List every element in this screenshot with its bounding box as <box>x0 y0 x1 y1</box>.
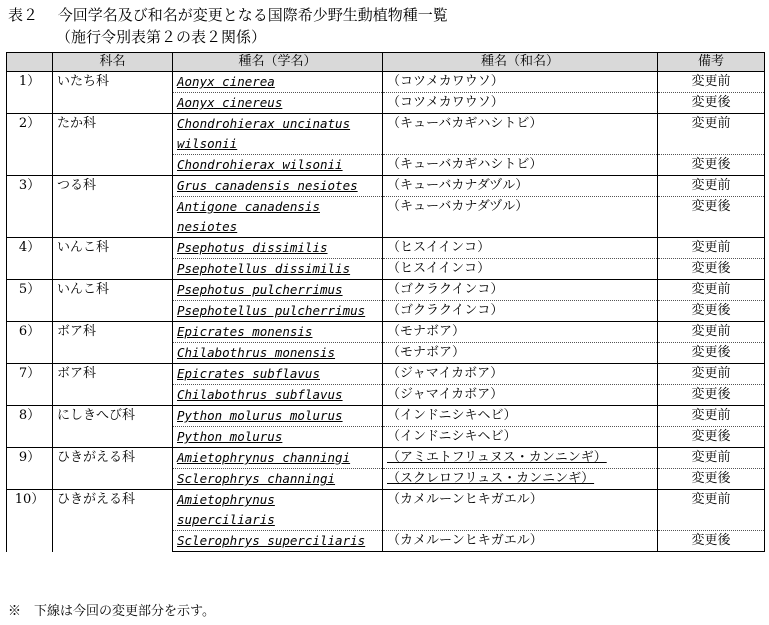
japanese-name <box>383 448 658 469</box>
scientific-name-text: Aonyx cinereus <box>177 95 283 110</box>
remark: 変更前 <box>658 364 765 385</box>
table-row <box>7 364 765 385</box>
row-number: 1） <box>7 72 53 114</box>
japanese-name-text: （モナボア） <box>387 324 466 339</box>
table-row <box>7 322 765 343</box>
scientific-name <box>173 427 383 448</box>
species-table <box>6 52 765 552</box>
family-name: いんこ科 <box>53 238 173 280</box>
scientific-name <box>173 448 383 469</box>
remark: 変更前 <box>658 406 765 427</box>
japanese-name-text: （カメルーンヒキガエル） <box>387 533 543 548</box>
scientific-name <box>173 259 383 280</box>
row-number: 4） <box>7 238 53 280</box>
title-line-2: （施行令別表第２の表２関係） <box>56 28 267 46</box>
japanese-name-text: （ジャマイカボア） <box>387 366 504 381</box>
scientific-name <box>173 343 383 364</box>
scientific-name <box>173 197 383 238</box>
remark: 変更後 <box>658 155 765 176</box>
scientific-name <box>173 93 383 114</box>
family-name: にしきへび科 <box>53 406 173 448</box>
row-number: 8） <box>7 406 53 448</box>
scientific-name <box>173 155 383 176</box>
remark: 変更前 <box>658 448 765 469</box>
header-scientific-name: 種名（学名） <box>173 53 383 72</box>
scientific-name <box>173 469 383 490</box>
remark: 変更後 <box>658 385 765 406</box>
row-number: 9） <box>7 448 53 490</box>
remark: 変更前 <box>658 322 765 343</box>
family-name: つる科 <box>53 176 173 238</box>
scientific-name <box>173 364 383 385</box>
scientific-name-text: Sclerophrys channingi <box>177 471 336 486</box>
row-number: 6） <box>7 322 53 364</box>
row-number: 3） <box>7 176 53 238</box>
scientific-name-text: Chilabothrus subflavus <box>177 387 343 402</box>
scientific-name-text: Sclerophrys superciliaris <box>177 533 366 548</box>
table-header-row <box>7 53 765 72</box>
remark: 変更後 <box>658 259 765 280</box>
japanese-name <box>383 385 658 406</box>
scientific-name <box>173 406 383 427</box>
scientific-name <box>173 322 383 343</box>
japanese-name <box>383 259 658 280</box>
scientific-name-text: Python molurus molurus <box>177 408 343 423</box>
scientific-name-text: Psephotellus pulcherrimus <box>177 303 366 318</box>
remark: 変更後 <box>658 301 765 322</box>
japanese-name-text: （インドニシキヘビ） <box>387 429 517 444</box>
row-number: 7） <box>7 364 53 406</box>
table-title <box>8 4 448 48</box>
scientific-name-text: Psephotus pulcherrimus <box>177 282 343 297</box>
japanese-name-text: （アミエトフリュヌス・カンニンギ） <box>387 450 607 465</box>
remark: 変更後 <box>658 469 765 490</box>
remark: 変更前 <box>658 72 765 93</box>
japanese-name <box>383 301 658 322</box>
table-row <box>7 238 765 259</box>
remark: 変更後 <box>658 93 765 114</box>
japanese-name <box>383 72 658 93</box>
japanese-name-text: （キューバカギハシトビ） <box>387 157 543 172</box>
japanese-name <box>383 531 658 552</box>
row-number: 10） <box>7 490 53 552</box>
table-row <box>7 490 765 531</box>
japanese-name-text: （スクレロフリュス・カンニンギ） <box>387 471 595 486</box>
scientific-name-text: Epicrates monensis <box>177 324 313 339</box>
scientific-name <box>173 176 383 197</box>
header-japanese-name: 種名（和名） <box>383 53 658 72</box>
family-name: ボア科 <box>53 322 173 364</box>
header-family: 科名 <box>53 53 173 72</box>
remark: 変更後 <box>658 531 765 552</box>
remark: 変更後 <box>658 197 765 238</box>
scientific-name <box>173 301 383 322</box>
japanese-name-text: （ゴクラクインコ） <box>387 282 504 297</box>
japanese-name-text: （ヒスイインコ） <box>387 261 491 276</box>
japanese-name <box>383 427 658 448</box>
japanese-name <box>383 93 658 114</box>
japanese-name-text: （カメルーンヒキガエル） <box>387 492 543 507</box>
scientific-name <box>173 114 383 155</box>
header-remarks: 備考 <box>658 53 765 72</box>
scientific-name <box>173 280 383 301</box>
scientific-name-text: Python molurus <box>177 429 283 444</box>
japanese-name <box>383 490 658 531</box>
remark: 変更後 <box>658 343 765 364</box>
family-name: ひきがえる科 <box>53 448 173 490</box>
japanese-name <box>383 114 658 155</box>
remark: 変更前 <box>658 176 765 197</box>
remark: 変更前 <box>658 490 765 531</box>
japanese-name-text: （コツメカワウソ） <box>387 95 504 110</box>
japanese-name-text: （ジャマイカボア） <box>387 387 504 402</box>
family-name: いたち科 <box>53 72 173 114</box>
scientific-name-text: Psephotus dissimilis <box>177 240 328 255</box>
scientific-name-text: Chilabothrus monensis <box>177 345 336 360</box>
scientific-name-text: Grus canadensis nesiotes <box>177 178 358 193</box>
scientific-name <box>173 385 383 406</box>
japanese-name <box>383 322 658 343</box>
remark: 変更前 <box>658 238 765 259</box>
japanese-name-text: （コツメカワウソ） <box>387 74 504 89</box>
family-name: たか科 <box>53 114 173 176</box>
table-row <box>7 406 765 427</box>
japanese-name <box>383 406 658 427</box>
japanese-name <box>383 280 658 301</box>
scientific-name <box>173 490 383 531</box>
japanese-name-text: （ヒスイインコ） <box>387 240 491 255</box>
family-name: ひきがえる科 <box>53 490 173 552</box>
japanese-name-text: （インドニシキヘビ） <box>387 408 517 423</box>
japanese-name-text: （キューバカナダヅル） <box>387 199 529 214</box>
japanese-name <box>383 155 658 176</box>
scientific-name <box>173 72 383 93</box>
table-row <box>7 448 765 469</box>
scientific-name-text: Psephotellus dissimilis <box>177 261 351 276</box>
scientific-name-text: Amietophrynus superciliaris <box>177 492 275 527</box>
japanese-name-text: （ゴクラクインコ） <box>387 303 504 318</box>
table-row <box>7 280 765 301</box>
title-line-1: 表２ 今回学名及び和名が変更となる国際希少野生動植物種一覧 <box>8 6 448 24</box>
scientific-name-text: Chondrohierax wilsonii <box>177 157 343 172</box>
row-number: 5） <box>7 280 53 322</box>
japanese-name <box>383 469 658 490</box>
scientific-name-text: Epicrates subflavus <box>177 366 320 381</box>
remark: 変更前 <box>658 280 765 301</box>
row-number: 2） <box>7 114 53 176</box>
japanese-name <box>383 238 658 259</box>
japanese-name-text: （キューバカナダヅル） <box>387 178 529 193</box>
scientific-name <box>173 238 383 259</box>
japanese-name <box>383 364 658 385</box>
table-row <box>7 72 765 93</box>
scientific-name <box>173 531 383 552</box>
remark: 変更後 <box>658 427 765 448</box>
japanese-name <box>383 343 658 364</box>
table-row <box>7 176 765 197</box>
family-name: ボア科 <box>53 364 173 406</box>
scientific-name-text: Chondrohierax uncinatus wilsonii <box>177 116 351 151</box>
scientific-name-text: Aonyx cinerea <box>177 74 275 89</box>
japanese-name <box>383 176 658 197</box>
japanese-name-text: （モナボア） <box>387 345 466 360</box>
scientific-name-text: Antigone canadensis nesiotes <box>177 199 320 234</box>
japanese-name <box>383 197 658 238</box>
scientific-name-text: Amietophrynus channingi <box>177 450 351 465</box>
table-row <box>7 114 765 155</box>
japanese-name-text: （キューバカギハシトビ） <box>387 116 543 131</box>
footnote: ※ 下線は今回の変更部分を示す。 <box>8 604 215 619</box>
header-number <box>7 53 53 72</box>
table-body <box>7 72 765 552</box>
remark: 変更前 <box>658 114 765 155</box>
family-name: いんこ科 <box>53 280 173 322</box>
